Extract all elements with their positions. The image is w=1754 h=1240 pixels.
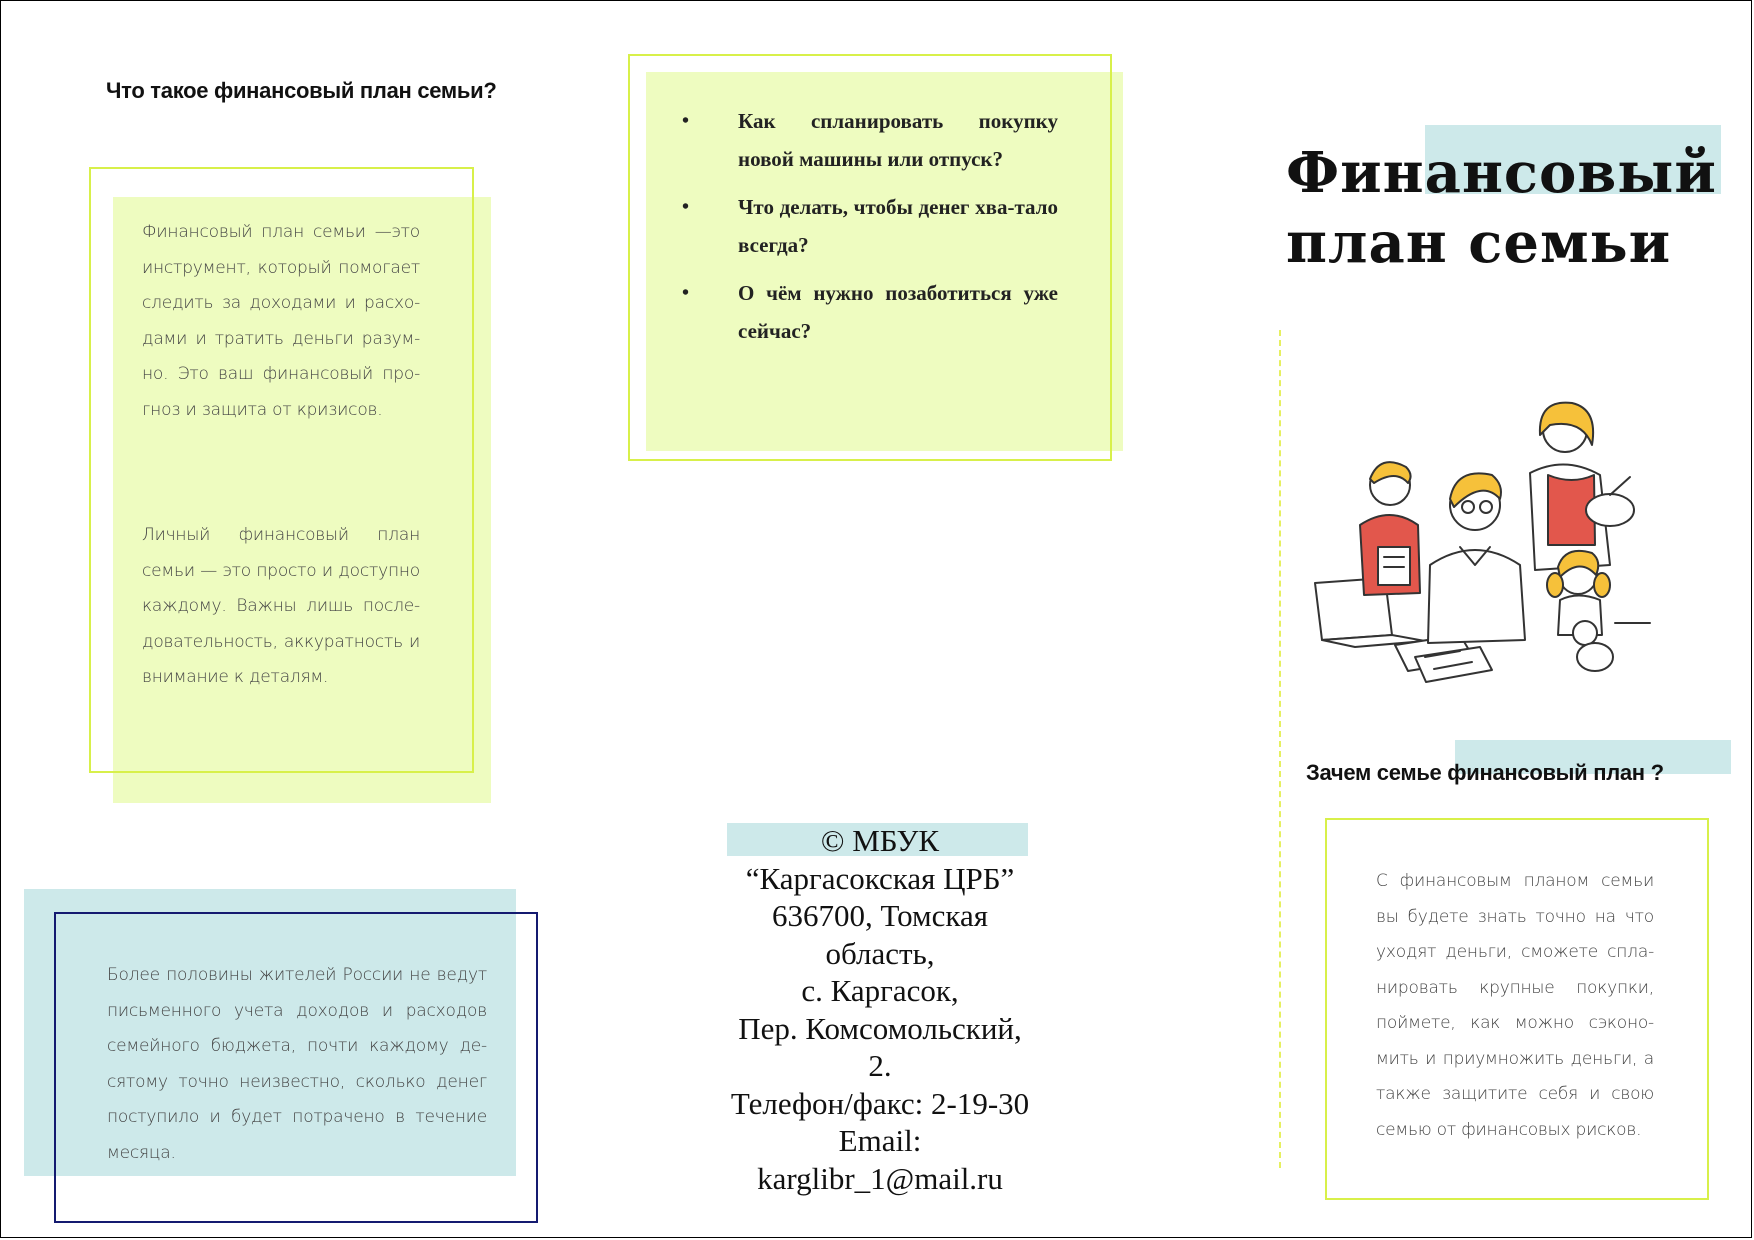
simplicity-text <box>142 518 420 696</box>
questions-list <box>682 102 1058 360</box>
address-line: область, <box>825 935 935 971</box>
question-text: Как спланировать покупку новой машины или отпуск? <box>738 109 1058 171</box>
why-heading: Зачем семье финансовый план ? <box>1306 760 1664 785</box>
definition-paragraph-1: Финансовый план семьи —это инструмент, который помогает следить за доходами и расхо-дами и тратить деньги разум-но. Это ваш финансовый про-гноз и защита от кризисов. <box>142 222 420 420</box>
title-line-1: Финансовый <box>1286 140 1717 206</box>
definition-text <box>142 215 420 428</box>
title-line-2: план семьи <box>1286 210 1672 276</box>
question-text: О чём нужно позаботиться уже сейчас? <box>738 281 1058 343</box>
family-finance-illustration-icon <box>1310 395 1655 690</box>
panel-divider <box>1279 330 1281 1168</box>
what-is-plan-heading: Что такое финансовый план семьи? <box>106 78 497 103</box>
address-line: “Каргасокская ЦРБ” <box>745 860 1015 896</box>
why-text <box>1376 864 1654 1148</box>
question-item <box>682 188 1058 264</box>
bullet-icon: • <box>682 110 690 132</box>
address-line: Email: <box>838 1123 922 1158</box>
fact-text <box>107 958 487 1171</box>
bullet-icon: • <box>682 282 690 304</box>
publisher-address <box>700 822 1060 1197</box>
question-item <box>682 274 1058 350</box>
address-line: 2. <box>868 1048 892 1083</box>
definition-paragraph-2: Личный финансовый план семьи — это просто и доступно каждому. Важны лишь после-довательность, аккуратность и внимание к деталям. <box>142 525 420 687</box>
question-text: Что делать, чтобы денег хва-тало всегда? <box>738 195 1058 257</box>
fact-paragraph: Более половины жителей России не ведут письменного учета доходов и расходов семейного бюджета, почти каждому де-сятому точно неизвестно, сколько денег поступило и будет потрачено в течение месяца. <box>107 965 487 1163</box>
address-line: с. Каргасок, <box>801 973 959 1008</box>
address-line: © МБУК <box>820 823 940 858</box>
brochure-title <box>1286 138 1726 278</box>
why-paragraph: С финансовым планом семьи вы будете знать точно на что уходят деньги, сможете спла-нировать крупные покупки, поймете, как можно сэконо-мить и приумножить деньги, а также защитите себя и свою семью от финансовых рисков. <box>1376 871 1654 1140</box>
email-link[interactable]: karglibr_1@mail.ru <box>757 1160 1003 1196</box>
address-line: Пер. Комсомольский, <box>738 1010 1022 1046</box>
address-line: 636700, Томская <box>771 898 988 933</box>
bullet-icon: • <box>682 196 690 218</box>
question-item <box>682 102 1058 178</box>
address-line: Телефон/факс: 2-19-30 <box>730 1085 1030 1121</box>
